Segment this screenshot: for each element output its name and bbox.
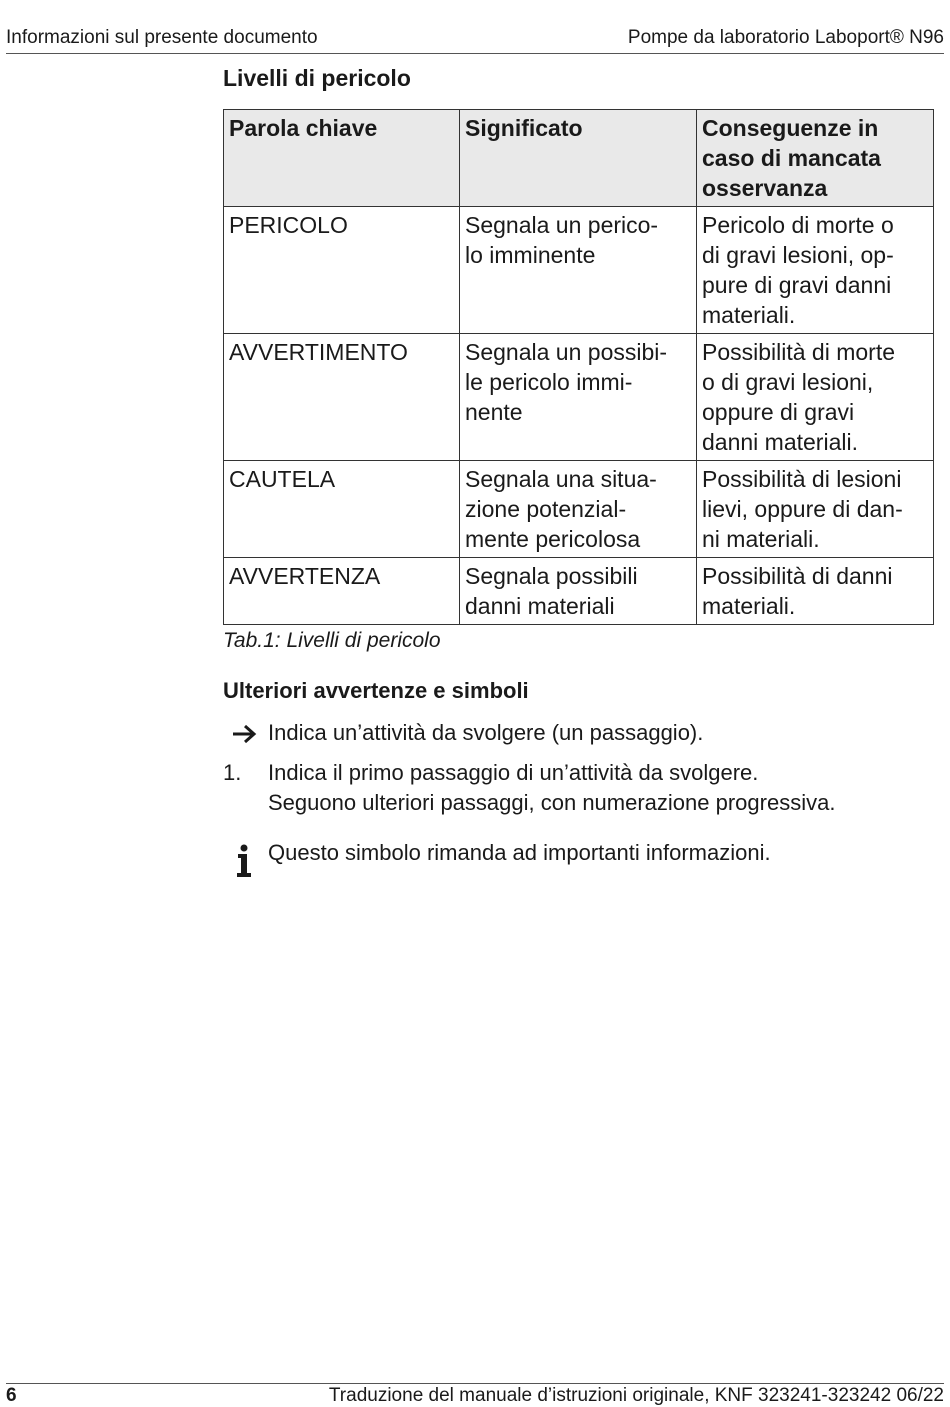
meaning-line: Segnala una situa- [465,466,657,492]
header-product-title: Pompe da laboratorio Laboport® N96 [627,27,944,48]
consequence-line: oppure di gravi [702,399,855,425]
table-header-row [224,110,934,207]
header-consequence [697,110,934,207]
meaning-line: le pericolo immi- [465,369,633,395]
page-footer [6,1383,944,1406]
keyword-text: AVVERTENZA [229,563,381,589]
step-number: 1. [223,760,242,785]
consequence-line: lievi, oppure di dan- [702,496,903,522]
consequence-line: Possibilità di morte [702,339,896,365]
header-consequence-line: Conseguenze in [702,115,879,141]
page-number: 6 [6,1385,17,1406]
keyword-cell [224,461,460,558]
consequence-cell [697,207,934,334]
danger-levels-table [223,109,934,625]
action-step-row [223,718,935,748]
info-icon [223,838,263,878]
header-keyword [224,110,460,207]
consequence-line: materiali. [702,302,796,328]
consequence-line: pure di gravi danni [702,272,892,298]
consequence-line: Possibilità di danni [702,563,893,589]
table-row [224,334,934,461]
subsection-title: Ulteriori avvertenze e simboli [223,678,529,703]
table-caption: Tab.1: Livelli di pericolo [223,629,441,652]
consequence-cell [697,334,934,461]
action-step-text: Indica un’attività da svolgere (un passaggio). [268,720,704,745]
header-section-title: Informazioni sul presente documento [6,27,318,48]
meaning-cell [460,558,697,625]
keyword-cell [224,558,460,625]
keyword-text: PERICOLO [229,212,348,238]
consequence-line: danni materiali. [702,429,858,455]
numbered-step-text: Indica il primo passaggio di un’attività da svolgere. [268,760,759,785]
meaning-line: lo imminente [465,242,596,268]
header-meaning [460,110,697,207]
consequence-line: di gravi lesioni, op- [702,242,894,268]
footer-document-reference: Traduzione del manuale d’istruzioni originale, KNF 323241-323242 06/22 [328,1385,944,1406]
meaning-line: nente [465,399,523,425]
consequence-line: Possibilità di lesioni [702,466,902,492]
keyword-text: CAUTELA [229,466,336,492]
meaning-line: zione potenzial- [465,496,627,522]
meaning-line: Segnala un perico- [465,212,659,238]
meaning-line: Segnala un possibi- [465,339,668,365]
meaning-cell [460,334,697,461]
arrow-right-icon [223,718,263,745]
info-note-text: Questo simbolo rimanda ad importanti informazioni. [268,840,771,865]
consequence-line: o di gravi lesioni, [702,369,874,395]
table-row [224,207,934,334]
header-consequence-line: caso di mancata [702,145,881,171]
consequence-line: materiali. [702,593,796,619]
consequence-cell [697,461,934,558]
page-header [6,27,944,54]
section-title: Livelli di pericolo [223,65,411,91]
meaning-cell [460,207,697,334]
meaning-line: Segnala possibili [465,563,638,589]
consequence-line: ni materiali. [702,526,820,552]
table-row [224,558,934,625]
numbered-step-row [223,758,935,818]
info-note-row [223,838,935,868]
meaning-line: mente pericolosa [465,526,641,552]
keyword-cell [224,207,460,334]
consequence-line: Pericolo di morte o [702,212,894,238]
meaning-line: danni materiali [465,593,615,619]
page-content [223,63,935,868]
header-keyword-line: Parola chiave [229,115,378,141]
header-consequence-line: osservanza [702,175,828,201]
numbered-step-text: Seguono ulteriori passaggi, con numerazione progressiva. [268,790,836,815]
header-meaning-line: Significato [465,115,583,141]
keyword-text: AVVERTIMENTO [229,339,408,365]
keyword-cell [224,334,460,461]
table-row [224,461,934,558]
consequence-cell [697,558,934,625]
meaning-cell [460,461,697,558]
